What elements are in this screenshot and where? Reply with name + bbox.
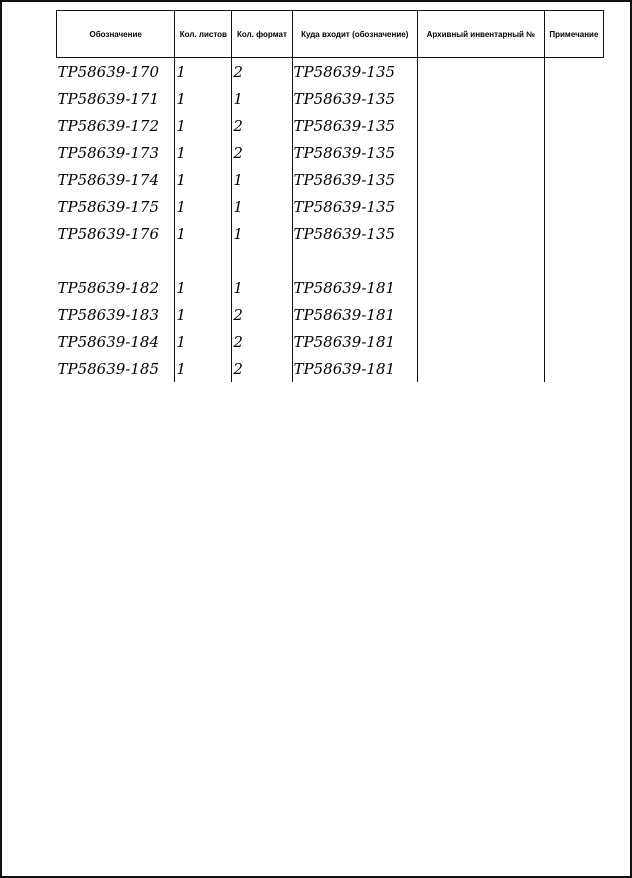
table-cell xyxy=(544,166,603,193)
table-cell: ТР58639-135 xyxy=(292,58,417,86)
table-row xyxy=(57,193,604,220)
table-cell: 1 xyxy=(175,274,232,301)
table-cell xyxy=(417,247,544,274)
table-cell xyxy=(544,247,603,274)
table-row xyxy=(57,85,604,112)
table-cell: ТР58639-174 xyxy=(57,170,160,189)
table-cell xyxy=(292,247,417,274)
table-cell xyxy=(544,112,603,139)
table-cell xyxy=(232,247,292,274)
table-cell: 1 xyxy=(175,220,232,247)
header-archive: Архивный инвентарный № xyxy=(417,11,544,58)
table-cell: ТР58639-173 xyxy=(57,143,160,162)
table-cell xyxy=(544,85,603,112)
table-row xyxy=(57,166,604,193)
table-row xyxy=(57,112,604,139)
table-cell: 2 xyxy=(232,328,292,355)
table-row xyxy=(57,58,604,86)
table-cell: ТР58639-135 xyxy=(292,112,417,139)
table-cell: 1 xyxy=(175,355,232,382)
table-cell xyxy=(544,274,603,301)
header-note: Примечание xyxy=(544,11,603,58)
table-cell: ТР58639-135 xyxy=(292,193,417,220)
table-cell: 1 xyxy=(175,166,232,193)
table-cell: ТР58639-184 xyxy=(57,332,160,351)
table-cell: 1 xyxy=(232,166,292,193)
table-cell: ТР58639-181 xyxy=(292,301,417,328)
document-table xyxy=(56,10,604,382)
table-cell xyxy=(544,355,603,382)
table-cell: ТР58639-171 xyxy=(57,89,160,108)
table-cell: 1 xyxy=(175,85,232,112)
table-cell xyxy=(417,355,544,382)
table-cell: 2 xyxy=(232,139,292,166)
table-cell: ТР58639-135 xyxy=(292,220,417,247)
table-row xyxy=(57,247,604,274)
table-cell: ТР58639-135 xyxy=(292,139,417,166)
table-cell: 1 xyxy=(175,58,232,86)
table-row xyxy=(57,274,604,301)
table-cell xyxy=(417,85,544,112)
table-cell: ТР58639-170 xyxy=(57,62,160,81)
table-row xyxy=(57,220,604,247)
table-cell xyxy=(417,301,544,328)
table-cell xyxy=(544,328,603,355)
table-cell: 2 xyxy=(232,355,292,382)
header-format: Кол. формат xyxy=(232,11,292,58)
header-sheets: Кол. листов xyxy=(175,11,232,58)
table-cell xyxy=(544,301,603,328)
table-body xyxy=(57,58,604,383)
table-row xyxy=(57,355,604,382)
table-cell: ТР58639-135 xyxy=(292,166,417,193)
table-cell: ТР58639-175 xyxy=(57,197,160,216)
table-cell: 1 xyxy=(232,193,292,220)
table-cell xyxy=(417,139,544,166)
table-cell: ТР58639-183 xyxy=(57,305,160,324)
table-cell: ТР58639-181 xyxy=(292,355,417,382)
header-designation: Обозначение xyxy=(57,11,175,58)
header-used-in: Куда входит (обозначение) xyxy=(292,11,417,58)
table-cell xyxy=(175,247,232,274)
table-cell: ТР58639-185 xyxy=(57,359,160,378)
table-cell xyxy=(417,112,544,139)
table-cell xyxy=(417,166,544,193)
table-cell: 1 xyxy=(232,85,292,112)
table-cell: ТР58639-176 xyxy=(57,224,160,243)
table-cell xyxy=(417,220,544,247)
table-cell: ТР58639-172 xyxy=(57,116,160,135)
table-cell: ТР58639-135 xyxy=(292,85,417,112)
table-cell xyxy=(57,247,175,274)
table-cell: ТР58639-181 xyxy=(292,274,417,301)
table-cell: 2 xyxy=(232,58,292,86)
table-cell: 2 xyxy=(232,301,292,328)
table-cell: 1 xyxy=(175,328,232,355)
table-cell xyxy=(417,274,544,301)
table-cell: 1 xyxy=(232,220,292,247)
table-cell: 1 xyxy=(175,139,232,166)
table-cell xyxy=(544,220,603,247)
table-cell: 1 xyxy=(175,193,232,220)
table-row xyxy=(57,139,604,166)
table-cell xyxy=(544,139,603,166)
table-cell xyxy=(417,193,544,220)
table-row xyxy=(57,301,604,328)
table-cell: ТР58639-182 xyxy=(57,278,160,297)
table-cell xyxy=(417,58,544,86)
table-row xyxy=(57,328,604,355)
table-cell xyxy=(417,328,544,355)
table-cell: 1 xyxy=(175,301,232,328)
table-cell: 2 xyxy=(232,112,292,139)
table-cell xyxy=(544,193,603,220)
table-cell: 1 xyxy=(175,112,232,139)
table-cell: 1 xyxy=(232,274,292,301)
table-cell xyxy=(544,58,603,86)
table-cell: ТР58639-181 xyxy=(292,328,417,355)
